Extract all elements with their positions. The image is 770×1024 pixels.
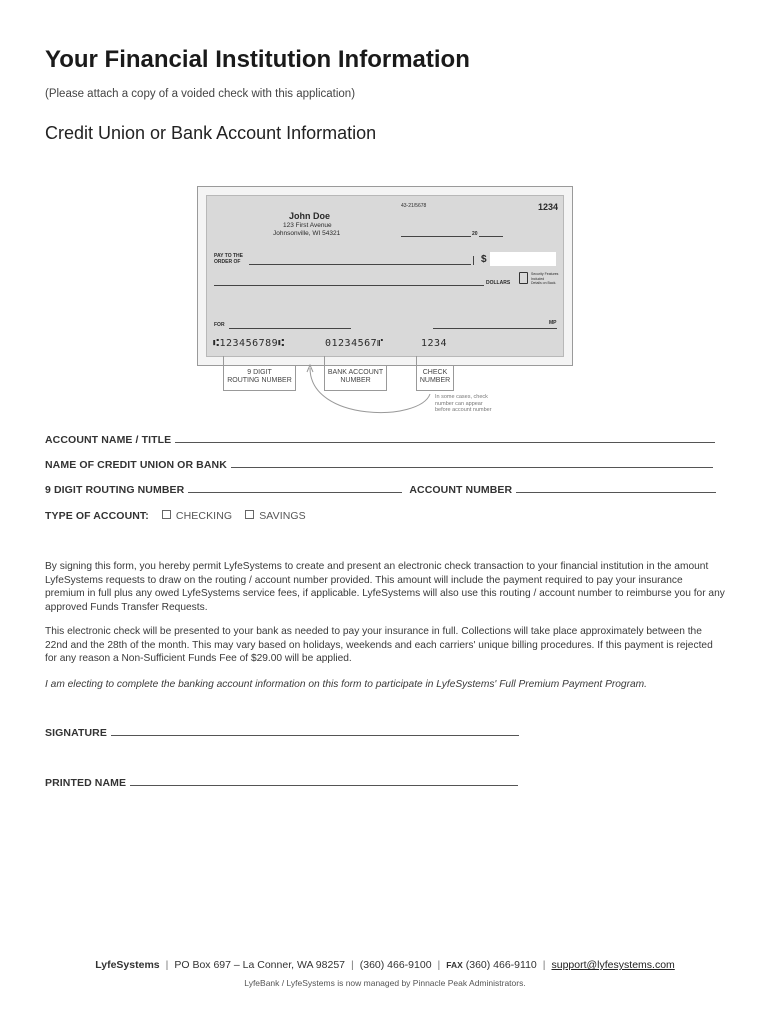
footer-contact: LyfeSystems | PO Box 697 – La Conner, WA 98257 | (360) 466-9100 | FAX (360) 466-9110 | support@lyfesystems.com [95, 959, 675, 971]
account-name-label: ACCOUNT NAME / TITLE [45, 434, 172, 446]
account-type-row [45, 510, 306, 522]
printed-name-field [45, 777, 518, 789]
check-micr-account: 01234567⑈ [325, 338, 384, 349]
pay-to-label-2: ORDER OF [214, 259, 241, 265]
printed-name-label: PRINTED NAME [45, 777, 127, 789]
security-note-3: Details on Back. [531, 281, 557, 285]
account-number-input[interactable] [516, 491, 716, 493]
institution-label: NAME OF CREDIT UNION OR BANK [45, 459, 227, 471]
footer-address: PO Box 697 – La Conner, WA 98257 [174, 959, 345, 971]
footer-company: LyfeSystems [95, 959, 160, 971]
callout-account-2: NUMBER [340, 377, 371, 384]
check-signature-line [433, 328, 557, 329]
curved-arrow-icon [300, 362, 440, 422]
lock-icon [519, 272, 528, 284]
callout-check-2: NUMBER [419, 377, 451, 384]
callout-routing-1: 9 DIGIT [247, 369, 272, 376]
callout-stem-routing [223, 356, 224, 366]
signature-input[interactable] [111, 734, 519, 736]
section-title: Credit Union or Bank Account Information [45, 123, 377, 143]
checking-label: CHECKING [175, 510, 233, 522]
election-paragraph: I am electing to complete the banking account information on this form to participate in LyfeSystems' Full Premium Payment Program. [45, 679, 647, 690]
page-title: Your Financial Institution Information [45, 46, 470, 73]
check-payer-name: John Doe [289, 211, 331, 221]
callout-account-1: BANK ACCOUNT [327, 369, 384, 376]
check-micr-routing: ⑆123456789⑆ [213, 338, 285, 349]
check-payee-end [473, 256, 474, 265]
check-micr-number: 1234 [421, 338, 448, 349]
footer-fax-label: FAX [446, 960, 463, 970]
check-date-suffix: 20 [472, 231, 478, 237]
note-line-2: number can appear [435, 400, 483, 407]
check-date-line-2 [479, 236, 503, 237]
footer-email-link[interactable]: support@lyfesystems.com [551, 959, 675, 971]
callout-routing-2: ROUTING NUMBER [227, 377, 292, 384]
savings-checkbox[interactable] [245, 510, 254, 519]
authorization-paragraph: By signing this form, you hereby permit LyfeSystems to create and present an electronic check transaction to your financial institution in the amount LyfeSystems requests to draw on the routing / account number provided. This amount will include the payment required to pay your insurance premium in full plus any owed LyfeSystems service fees, if applicable. LyfeSystems will also use this routing / account number to reimburse you for any approved Funds Transfer Requests. [45, 561, 725, 613]
check-dollar-sign: $ [481, 254, 487, 265]
institution-field [45, 459, 713, 471]
signature-field [45, 727, 519, 739]
check-address-line1: 123 First Avenue [283, 222, 332, 229]
check-payee-line [249, 264, 471, 265]
account-name-field [45, 434, 715, 446]
check-pay-to-label [214, 253, 243, 265]
callout-check-1: CHECK [422, 369, 448, 376]
check-for-label: FOR [214, 322, 225, 328]
check-memo-line [229, 328, 351, 329]
pay-to-label-1: PAY TO THE [214, 253, 243, 259]
check-mp-label: MP [549, 320, 557, 326]
collection-paragraph: This electronic check will be presented to your bank as needed to pay your insurance in full. Collections will take place approximately between the 22nd and the 28th of the month. This may vary based on holidays, weekends and each carriers' unique billing procedures. If this payment is rejected for any reason a Non-Sufficient Funds Fee of $29.00 will be applied. [45, 626, 713, 665]
page-subtitle: (Please attach a copy of a voided check with this application) [45, 88, 356, 100]
check-illustration [206, 195, 564, 357]
footer-fax: (360) 466-9110 [465, 959, 537, 971]
account-number-label: ACCOUNT NUMBER [409, 484, 513, 496]
check-written-amount-line [214, 285, 484, 286]
routing-input[interactable] [188, 491, 402, 493]
signature-label: SIGNATURE [45, 727, 107, 739]
savings-label: SAVINGS [259, 510, 306, 522]
check-fraction-code: 43-21/5678 [401, 203, 427, 209]
checking-checkbox[interactable] [162, 510, 171, 519]
callout-routing [223, 366, 296, 391]
note-line-1: In some cases, check [435, 394, 488, 400]
check-number-top: 1234 [538, 202, 559, 212]
check-dollars-label: DOLLARS [486, 280, 511, 286]
check-amount-box [490, 252, 556, 266]
check-address-line2: Johnsonville, WI 54321 [273, 230, 341, 237]
institution-input[interactable] [231, 466, 713, 468]
printed-name-input[interactable] [130, 784, 518, 786]
note-line-3: before account number [435, 407, 492, 413]
account-name-input[interactable] [175, 441, 715, 443]
check-date-line [401, 236, 471, 237]
routing-account-row [45, 484, 716, 496]
footer-note: LyfeBank / LyfeSystems is now managed by Pinnacle Peak Administrators. [244, 978, 526, 988]
routing-label: 9 DIGIT ROUTING NUMBER [45, 484, 185, 496]
security-note-1: Security Features [531, 272, 559, 276]
check-security-note [531, 272, 558, 286]
security-note-2: Included [531, 276, 545, 281]
footer-phone: (360) 466-9100 [359, 959, 432, 971]
account-type-label: TYPE OF ACCOUNT: [45, 510, 149, 522]
check-number-note [435, 394, 492, 414]
